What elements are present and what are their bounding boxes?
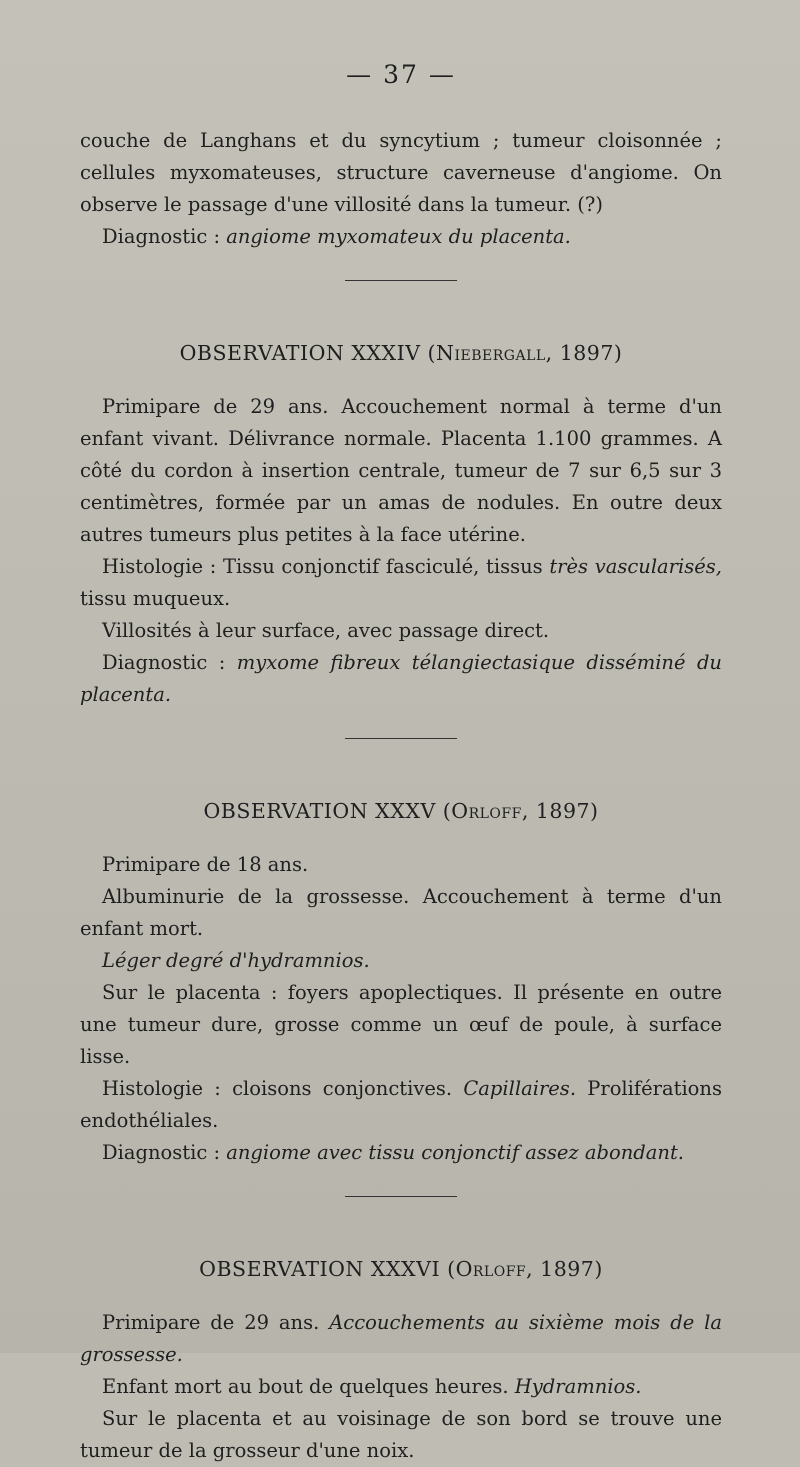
section-divider: [345, 280, 457, 281]
observation-33-continuation: [80, 125, 722, 253]
diagnostic-value: myxome fibreux télangiectasique disséminé du placenta.: [80, 651, 722, 706]
diagnostic-paragraph: [80, 1137, 722, 1169]
paragraph: Villosités à leur surface, avec passage direct.: [102, 619, 550, 642]
paragraph: Sur le placenta et au voisinage de son bord se trouve une tumeur de la grosseur d'une noix.: [80, 1407, 722, 1462]
histology-paragraph: Histologie : Tissu conjonctif fasciculé, tissus très vascularisés, tissu muqueux.: [80, 555, 722, 610]
paragraph: couche de Langhans et du syncytium ; tumeur cloisonnée ; cellules myxomateuses, structure caverneuse d'angiome. On observe le passage d'une villosité dans la tumeur. (?): [80, 129, 722, 216]
observation-35: [80, 799, 722, 1169]
observation-heading: OBSERVATION XXXV (Orloff, 1897): [203, 799, 599, 823]
diagnostic-value: angiome myxomateux du placenta.: [226, 225, 571, 248]
diagnostic-paragraph: [80, 647, 722, 711]
author-name: Orloff: [451, 799, 522, 823]
paragraph: Enfant mort au bout de quelques heures. Hydramnios.: [102, 1375, 642, 1398]
section-divider: [345, 738, 457, 739]
paragraph: Léger degré d'hydramnios.: [102, 949, 370, 972]
diagnostic-value: angiome avec tissu conjonctif assez abondant.: [226, 1141, 685, 1164]
histology-paragraph: Histologie : cloisons conjonctives. Capillaires. Proliférations endothéliales.: [80, 1077, 722, 1132]
diagnostic-paragraph: [80, 221, 722, 253]
observation-heading: OBSERVATION XXXVI (Orloff, 1897): [199, 1257, 603, 1281]
observation-36: [80, 1257, 722, 1467]
diagnostic-label: Diagnostic :: [102, 1141, 227, 1164]
paragraph: Primipare de 29 ans. Accouchement normal à terme d'un enfant vivant. Délivrance normale. Placenta 1.100 grammes. A côté du cordon à insertion centrale, tumeur de 7 sur 6,5 sur 3 centimètres, formée par un amas de nodules. En outre deux autres tumeurs plus petites à la face utérine.: [80, 395, 722, 546]
observation-heading: OBSERVATION XXXIV (Niebergall, 1897): [179, 341, 623, 365]
page-number: — 37 —: [346, 60, 456, 89]
author-name: Niebergall: [436, 341, 546, 365]
author-name: Orloff: [455, 1257, 527, 1281]
section-divider: [345, 1196, 457, 1197]
diagnostic-label: Diagnostic :: [102, 651, 237, 674]
paragraph: Albuminurie de la grossesse. Accouchement à terme d'un enfant mort.: [80, 885, 722, 940]
diagnostic-label: Diagnostic :: [102, 225, 227, 248]
paragraph: Primipare de 29 ans. Accouchements au sixième mois de la grossesse.: [80, 1311, 722, 1366]
paragraph: Primipare de 18 ans.: [102, 853, 309, 876]
paragraph: Sur le placenta : foyers apoplectiques. Il présente en outre une tumeur dure, grosse comme un œuf de poule, à surface lisse.: [80, 981, 722, 1068]
observation-34: [80, 341, 722, 711]
